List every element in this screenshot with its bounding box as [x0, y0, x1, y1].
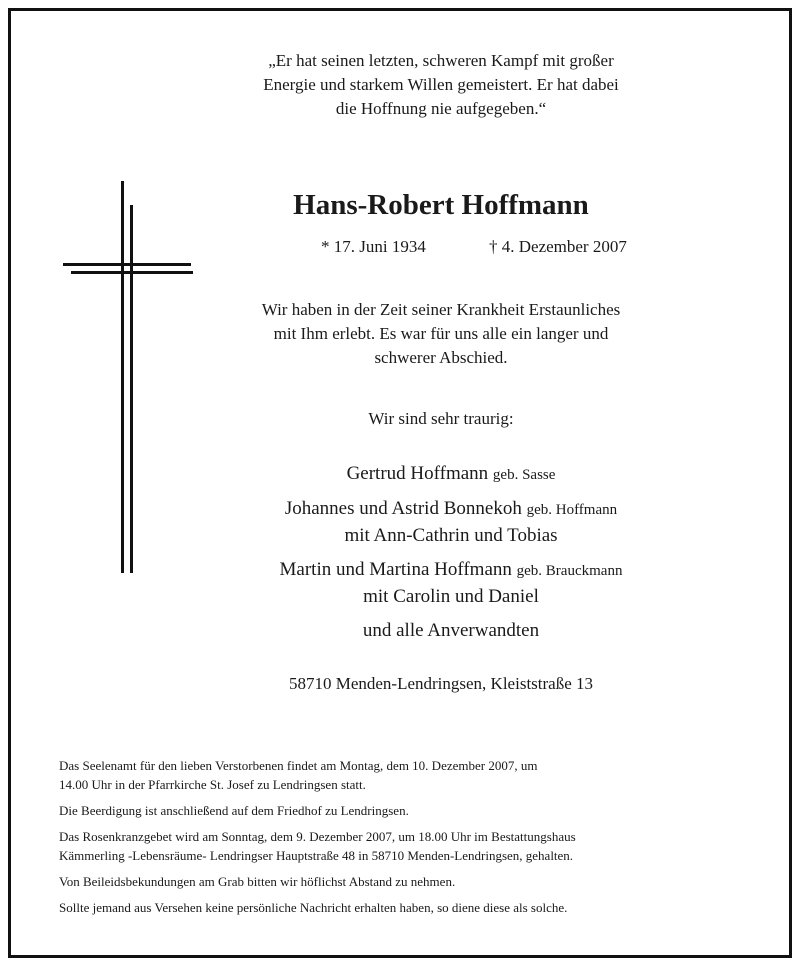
family-children: mit Carolin und Daniel: [363, 586, 539, 607]
maiden-name: geb. Hoffmann: [526, 502, 618, 518]
death-date: † 4. Dezember 2007: [489, 237, 627, 256]
family-address: 58710 Menden-Lendringsen, Kleiststraße 13: [288, 674, 594, 693]
family-member: [171, 496, 731, 523]
family-member: [171, 461, 731, 488]
note-condolences: Von Beileidsbekundungen am Grab bitten wir höflichst Abstand zu nehmen.: [59, 874, 456, 889]
quote-line: die Hoffnung nie aufgegeben.“: [335, 99, 547, 118]
family-children: mit Ann-Cathrin und Tobias: [344, 525, 558, 546]
mourning-statement: Wir sind sehr traurig:: [368, 409, 514, 428]
relatives: und alle Anverwandten: [362, 620, 540, 641]
funeral-notes: [59, 749, 779, 924]
note-notification: Sollte jemand aus Versehen keine persönliche Nachricht erhalten haben, so diene diese als solche.: [59, 900, 568, 915]
farewell-line: mit Ihm erlebt. Es war für uns alle ein langer und: [273, 324, 609, 343]
deceased-name: Hans-Robert Hoffmann: [293, 189, 589, 221]
family-member: [171, 557, 731, 584]
note-line: Das Rosenkranzgebet wird am Sonntag, dem 9. Dezember 2007, um 18.00 Uhr im Bestattungshaus: [59, 829, 576, 844]
note-line: Das Seelenamt für den lieben Verstorbenen findet am Montag, dem 10. Dezember 2007, um: [59, 758, 538, 773]
note-burial: Die Beerdigung ist anschließend auf dem Friedhof zu Lendringsen.: [59, 803, 409, 818]
quote: [211, 49, 671, 121]
farewell-text: [231, 298, 651, 370]
note-line: 14.00 Uhr in der Pfarrkirche St. Josef zu Lendringsen statt.: [59, 777, 366, 792]
maiden-name: geb. Sasse: [492, 467, 556, 483]
farewell-line: Wir haben in der Zeit seiner Krankheit Erstaunliches: [261, 300, 621, 319]
family-name: Gertrud Hoffmann: [346, 463, 489, 484]
birth-date: * 17. Juni 1934: [321, 237, 426, 256]
quote-line: Energie und starkem Willen gemeistert. Er hat dabei: [263, 75, 619, 94]
family-list: [171, 461, 731, 644]
family-name: Martin und Martina Hoffmann: [279, 559, 512, 580]
obituary-frame: [8, 8, 792, 958]
note-line: Kämmerling -Lebensräume- Lendringser Hauptstraße 48 in 58710 Menden-Lendringsen, gehalten.: [59, 848, 574, 863]
family-name: Johannes und Astrid Bonnekoh: [284, 498, 522, 519]
farewell-line: schwerer Abschied.: [374, 348, 508, 367]
quote-line: „Er hat seinen letzten, schweren Kampf mit großer: [268, 51, 614, 70]
maiden-name: geb. Brauckmann: [516, 563, 623, 579]
